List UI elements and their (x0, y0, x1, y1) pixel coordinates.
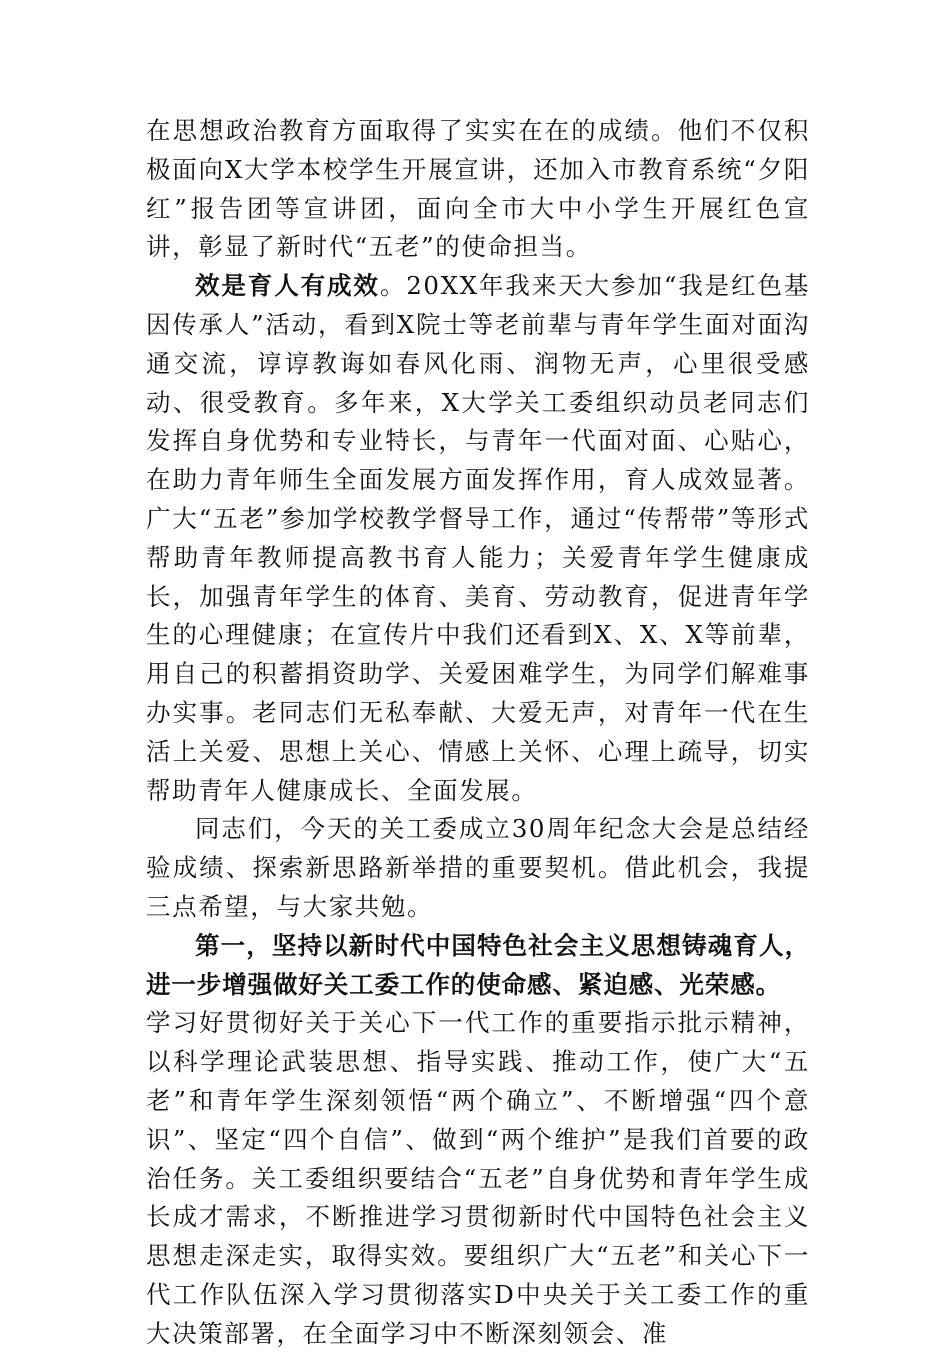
document-page (146, 112, 810, 1354)
paragraph-text: 同志们，今天的关工委成立30周年纪念大会是总结经验成绩、探索新思路新举措的重要契机。借此机会，我提三点希望，与大家共勉。 (146, 814, 810, 921)
paragraph-effect (146, 267, 810, 810)
paragraph-text: 。20XX年我来天大参加“我是红色基因传承人”活动，看到X院士等老前辈与青年学生面对面沟通交流，谆谆教诲如春风化雨、润物无声，心里很受感动、很受教育。多年来，X大学关工委组织动员老同志们发挥自身优势和专业特长，与青年一代面对面、心贴心，在助力青年师生全面发展方面发挥作用，育人成效显著。广大“五老”参加学校教学督导工作，通过“传帮带”等形式帮助青年教师提高教书育人能力；关爱青年学生健康成长，加强青年学生的体育、美育、劳动教育，促进青年学生的心理健康；在宣传片中我们还看到X、X、X等前辈，用自己的积蓄捐资助学、关爱困难学生，为同学们解难事办实事。老同志们无私奉献、大爱无声，对青年一代在生活上关爱、思想上关心、情感上关怀、心理上疏导，切实帮助青年人健康成长、全面发展。 (146, 271, 810, 805)
paragraph-continuation (146, 112, 810, 267)
paragraph-first-point (146, 927, 810, 1354)
paragraph-lead: 效是育人有成效 (195, 271, 380, 301)
paragraph-comrades (146, 810, 810, 926)
paragraph-text: 在思想政治教育方面取得了实实在在的成绩。他们不仅积极面向X大学本校学生开展宣讲，还加入市教育系统“夕阳红”报告团等宣讲团，面向全市大中小学生开展红色宣讲，彰显了新时代“五老”的使命担当。 (146, 116, 810, 262)
paragraph-text: 学习好贯彻好关于关心下一代工作的重要指示批示精神，以科学理论武装思想、指导实践、推动工作，使广大“五老”和青年学生深刻领悟“两个确立”、不断增强“四个意识”、坚定“四个自信”、做到“两个维护”是我们首要的政治任务。关工委组织要结合“五老”自身优势和青年学生成长成才需求，不断推进学习贯彻新时代中国特色社会主义思想走深走实，取得实效。要组织广大“五老”和关心下一代工作队伍深入学习贯彻落实D中央关于关工委工作的重大决策部署，在全面学习中不断深刻领会、准 (146, 1008, 810, 1348)
section-heading: 第一，坚持以新时代中国特色社会主义思想铸魂育人，进一步增强做好关工委工作的使命感、紧迫感、光荣感。 (146, 930, 810, 999)
